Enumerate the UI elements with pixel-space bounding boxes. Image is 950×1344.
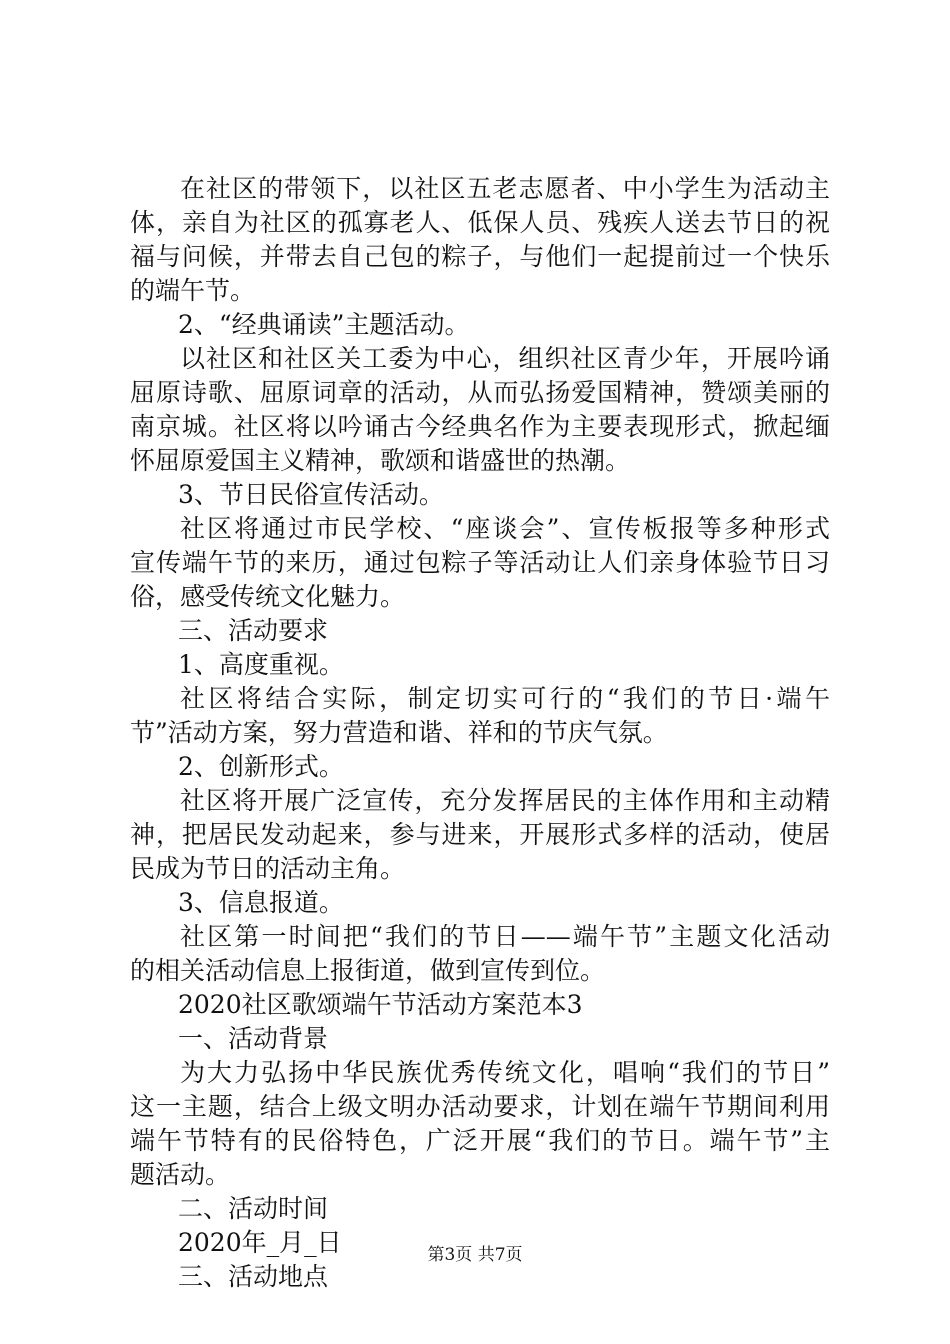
text-line: 体，亲自为社区的孤寡老人、低保人员、残疾人送去节日的祝 [130,208,830,237]
document-body [130,172,830,1294]
text-line: 屈原诗歌、屈原词章的活动，从而弘扬爱国精神，赞颂美丽的 [130,378,830,407]
text-line: 这一主题，结合上级文明办活动要求，计划在端午节期间利用 [130,1092,830,1121]
text-line: 为大力弘扬中华民族优秀传统文化，唱响“我们的节日” [180,1058,830,1087]
text-line: 宣传端午节的来历，通过包粽子等活动让人们亲身体验节日习 [130,548,830,577]
text-line: 怀屈原爱国主义精神，歌颂和谐盛世的热潮。 [130,446,631,475]
text-line: 南京城。社区将以吟诵古今经典名作为主要表现形式，掀起缅 [130,412,830,441]
section-heading: 一、活动背景 [178,1024,329,1053]
text-line: 福与问候，并带去自己包的粽子，与他们一起提前过一个快乐 [130,242,830,271]
text-line: 民成为节日的活动主角。 [130,854,406,883]
text-line: 社区将通过市民学校、“座谈会”、宣传板报等多种形式 [180,514,830,543]
text-line: 的端午节。 [130,276,256,305]
text-line: 端午节特有的民俗特色，广泛开展“我们的节日。端午节”主 [130,1126,830,1155]
text-line: 神，把居民发动起来，参与进来，开展形式多样的活动，使居 [130,820,830,849]
text-line: 社区第一时间把“我们的节日——端午节”主题文化活动 [180,922,830,951]
section-heading: 3、节日民俗宣传活动。 [178,480,444,509]
section-heading: 三、活动地点 [178,1262,329,1291]
section-heading: 2、“经典诵读”主题活动。 [178,310,470,339]
text-line: 的相关活动信息上报街道，做到宣传到位。 [130,956,606,985]
page-footer: 第3页 共7页 [427,1245,523,1265]
text-line: 社区将结合实际，制定切实可行的“我们的节日·端午 [180,684,830,713]
text-line: 俗，感受传统文化魅力。 [130,582,406,611]
text-line: 2020年_月_日 [178,1228,342,1257]
text-line: 以社区和社区关工委为中心，组织社区青少年，开展吟诵 [180,344,830,373]
text-line: 题活动。 [130,1160,231,1189]
section-heading: 二、活动时间 [178,1194,329,1223]
text-line: 社区将开展广泛宣传，充分发挥居民的主体作用和主动精 [180,786,830,815]
section-heading: 三、活动要求 [178,616,329,645]
section-heading: 1、高度重视。 [178,650,344,679]
text-line: 节”活动方案，努力营造和谐、祥和的节庆气氛。 [130,718,668,747]
document-title: 2020社区歌颂端午节活动方案范本3 [178,990,583,1019]
text-line: 在社区的带领下，以社区五老志愿者、中小学生为活动主 [180,174,830,203]
section-heading: 3、信息报道。 [178,888,344,917]
section-heading: 2、创新形式。 [178,752,344,781]
